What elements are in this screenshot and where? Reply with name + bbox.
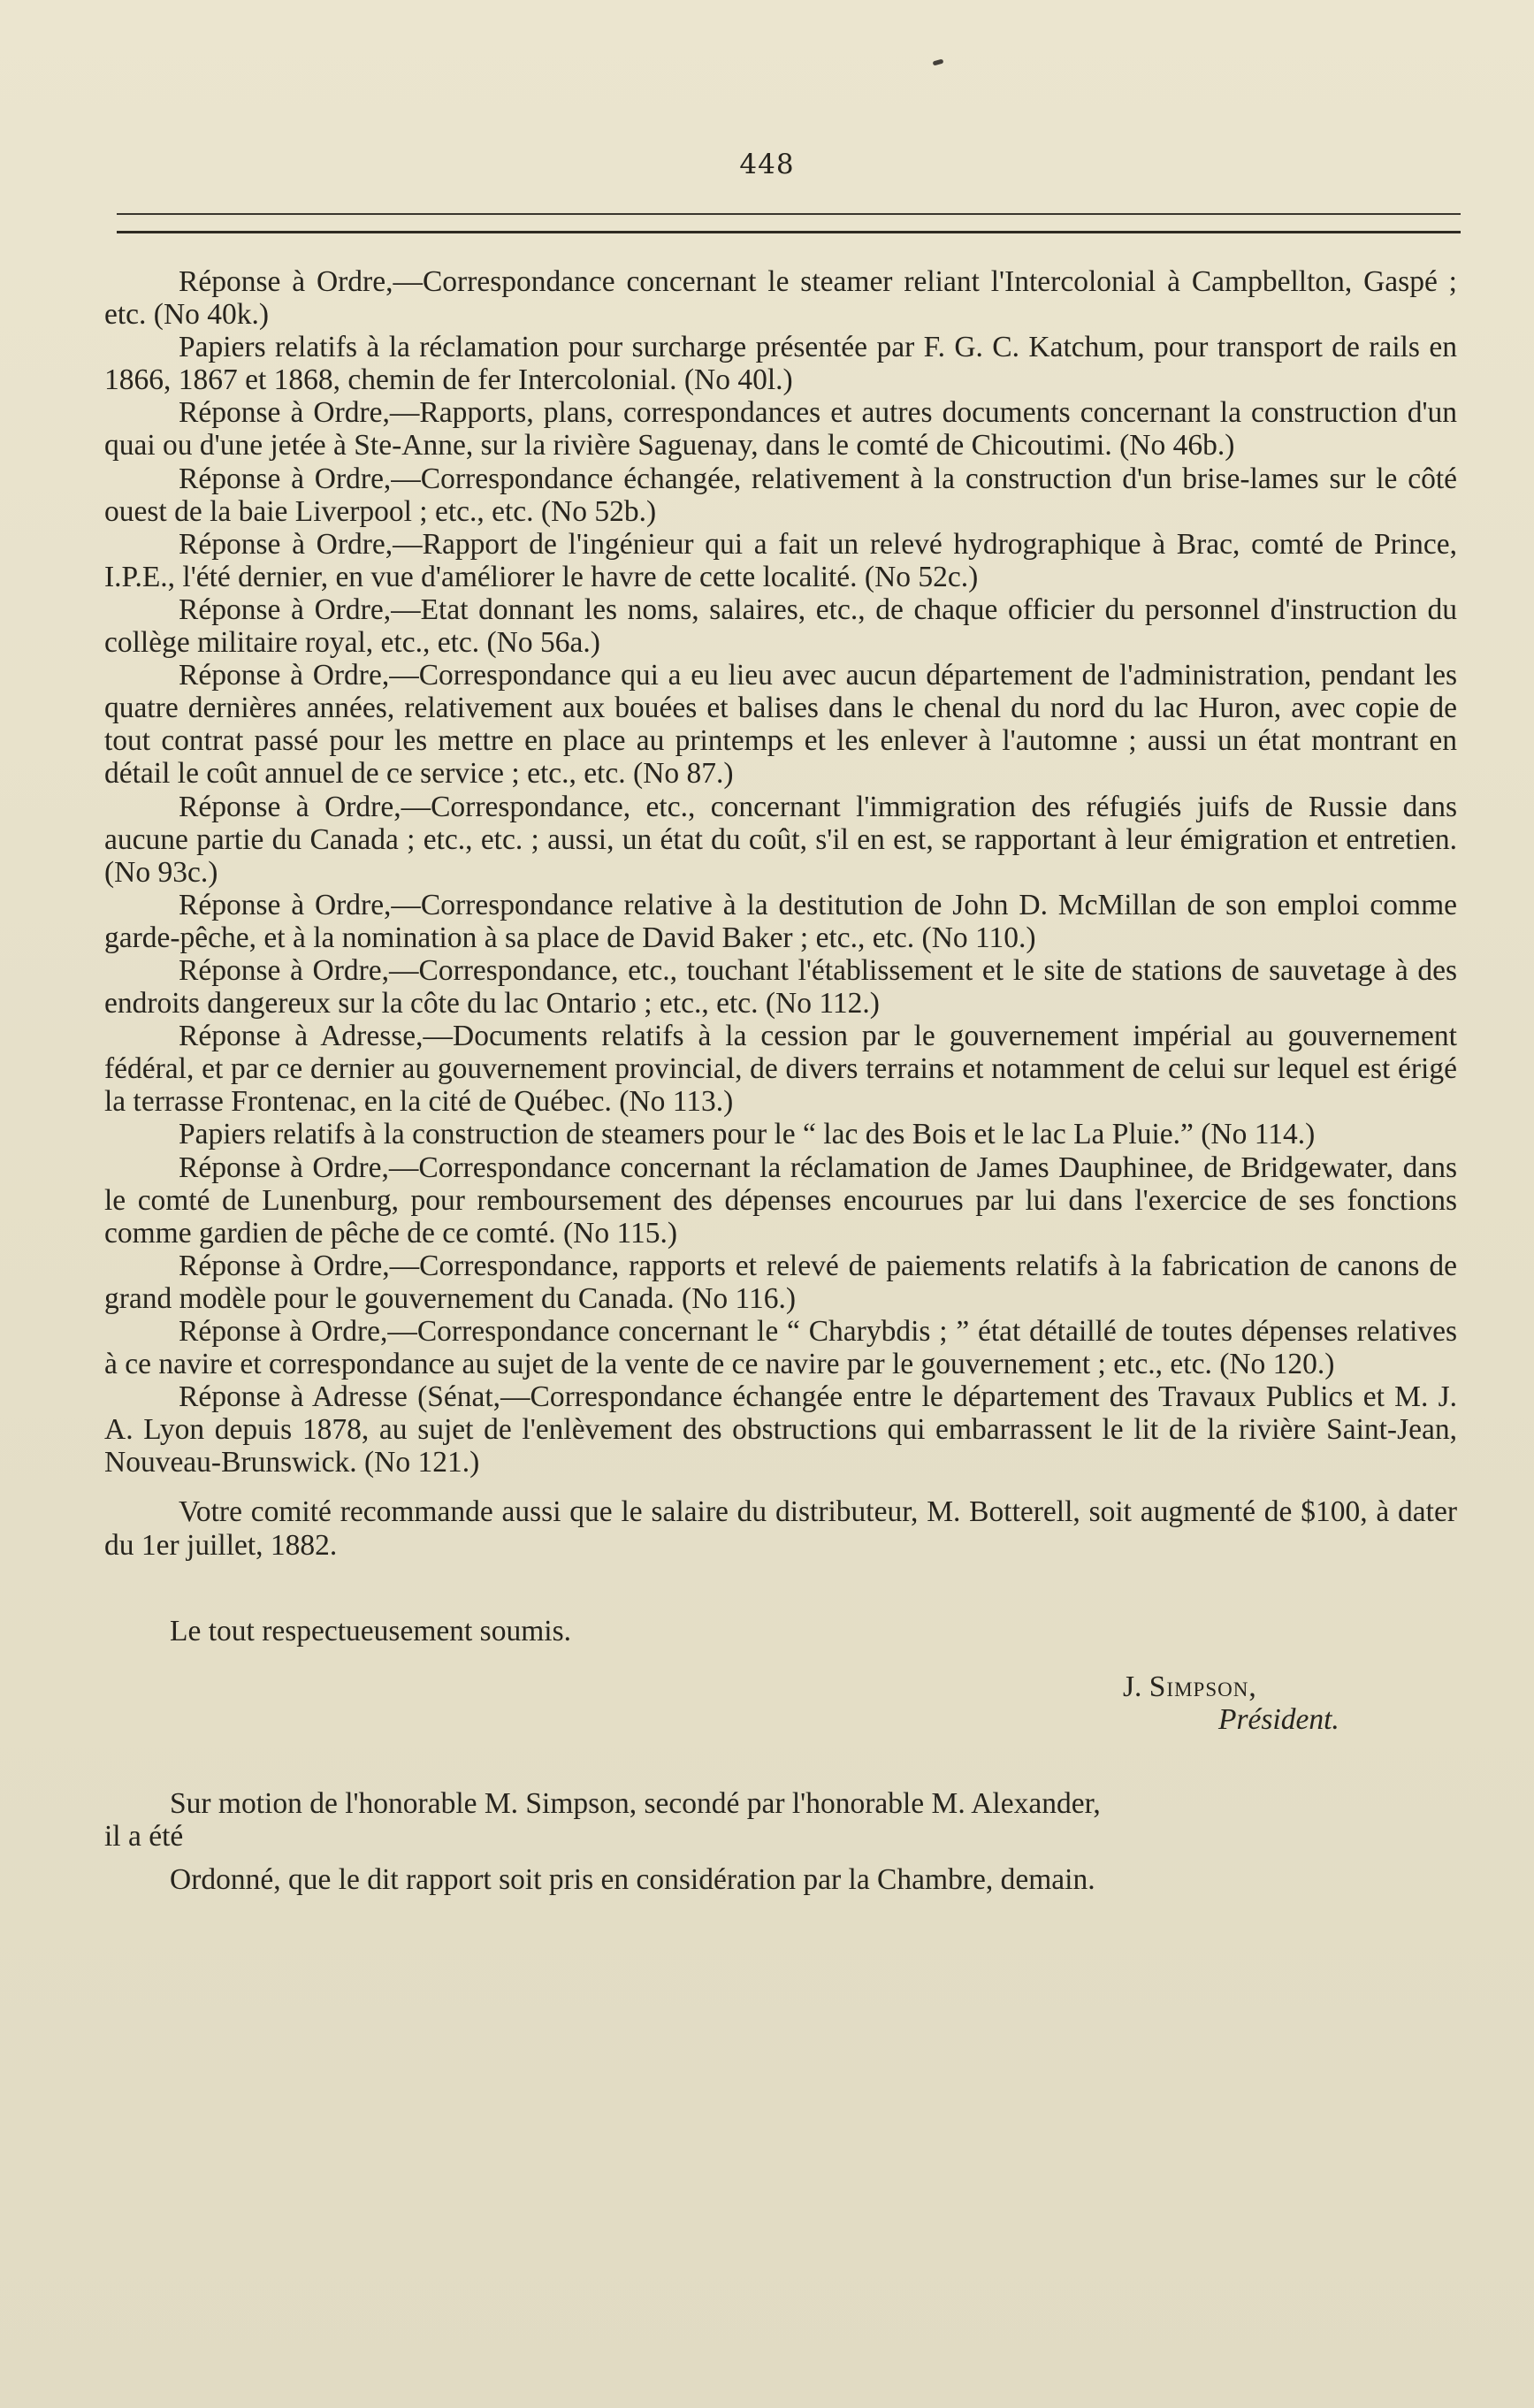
entry-paragraph: Réponse à Ordre,—Correspondance concernant le “ Charybdis ; ” état détaillé de toutes dépenses relatives à ce navire et correspondance au sujet de la vente de ce navire par le gouvernement ; etc., etc. (No 120.) bbox=[104, 1315, 1457, 1381]
entry-paragraph: Réponse à Ordre,—Correspondance relative à la destitution de John D. McMillan de son emploi comme garde-pêche, et à la nomination à sa place de David Baker ; etc., etc. (No 110.) bbox=[104, 888, 1457, 954]
entry-paragraph: Réponse à Ordre,—Correspondance échangée, relativement à la construction d'un brise-lames sur le côté ouest de la baie Liverpool ; etc., etc. (No 52b.) bbox=[104, 462, 1457, 528]
signatory-initial: J. bbox=[1123, 1670, 1149, 1703]
signatory-title: Président. bbox=[1218, 1702, 1339, 1736]
entry-paragraph: Réponse à Ordre,—Correspondance, etc., concernant l'immigration des réfugiés juifs de Russie dans aucune partie du Canada ; etc., etc. ; aussi, un état du coût, s'il en est, se rapportant à leur émigration et entretien. (No 93c.) bbox=[104, 790, 1457, 889]
header-rule-thick bbox=[117, 231, 1461, 233]
entry-paragraph: Réponse à Ordre,—Correspondance concernant le steamer reliant l'Intercolonial à Campbellton, Gaspé ; etc. (No 40k.) bbox=[104, 265, 1457, 332]
entry-paragraph: Réponse à Ordre,—Rapport de l'ingénieur qui a fait un relevé hydrographique à Brac, comté de Prince, I.P.E., l'été dernier, en vue d'améliorer le havre de cette localité. (No 52c.) bbox=[104, 527, 1457, 593]
order-line: Ordonné, que le dit rapport soit pris en considération par la Chambre, demain. bbox=[170, 1862, 1095, 1896]
entry-paragraph: Réponse à Ordre,—Correspondance, etc., touchant l'établissement et le site de stations de sauvetage à des endroits dangereux sur la côte du lac Ontario ; etc., etc. (No 112.) bbox=[104, 953, 1457, 1021]
entry-paragraph: Réponse à Ordre,—Correspondance concernant la réclamation de James Dauphinee, de Bridgewater, dans le comté de Lunenburg, pour remboursement des dépenses encourues par lui dans l'exercice de ses fonctions comme gardien de pêche de ce comté. (No 115.) bbox=[104, 1150, 1457, 1250]
entry-paragraph: Réponse à Ordre,—Correspondance, rapports et relevé de paiements relatifs à la fabrication de canons de grand modèle pour le gouvernement du Canada. (No 116.) bbox=[104, 1249, 1457, 1315]
closing-line: Le tout respectueusement soumis. bbox=[170, 1614, 572, 1647]
motion-line: Sur motion de l'honorable M. Simpson, secondé par l'honorable M. Alexander, bbox=[170, 1786, 1101, 1820]
motion-line-continued: il a été bbox=[104, 1819, 184, 1853]
page-number: 448 bbox=[739, 149, 795, 180]
entry-paragraph: Réponse à Ordre,—Rapports, plans, correspondances et autres documents concernant la construction d'un quai ou d'une jetée à Ste-Anne, sur la rivière Saguenay, dans le comté de Chicoutimi. (No 46b.) bbox=[104, 396, 1457, 462]
entry-paragraph: Réponse à Ordre,—Etat donnant les noms, salaires, etc., de chaque officier du personnel d'instruction du collège militaire royal, etc., etc. (No 56a.) bbox=[104, 592, 1457, 660]
ink-speck bbox=[933, 59, 944, 66]
header-rule-thin bbox=[117, 213, 1461, 215]
entry-paragraph: Réponse à Adresse (Sénat,—Correspondance échangée entre le département des Travaux Publics et M. J. A. Lyon depuis 1878, au sujet de l'enlèvement des obstructions qui embarrassent le lit de la rivière Saint-Jean, Nouveau-Brunswick. (No 121.) bbox=[104, 1380, 1457, 1479]
signatory-name bbox=[1123, 1670, 1457, 1703]
entry-paragraph: Réponse à Ordre,—Correspondance qui a eu lieu avec aucun département de l'administration, pendant les quatre dernières années, relativement aux bouées et balises dans le chenal du nord du lac Huron, avec copie de tout contrat passé pour les mettre en place au printemps et les enlever à l'automne ; aussi un état montrant en détail le coût annuel de ce service ; etc., etc. (No 87.) bbox=[104, 659, 1457, 791]
entry-paragraph: Papiers relatifs à la construction de steamers pour le “ lac des Bois et le lac La Pluie.” (No 114.) bbox=[179, 1118, 1316, 1151]
recommendation-paragraph: Votre comité recommande aussi que le salaire du distributeur, M. Botterell, soit augmenté de $100, à dater du 1er juillet, 1882. bbox=[104, 1495, 1457, 1562]
signature-block bbox=[104, 1670, 1457, 1736]
document-body bbox=[104, 265, 1457, 1896]
entry-paragraph: Papiers relatifs à la réclamation pour surcharge présentée par F. G. C. Katchum, pour transport de rails en 1866, 1867 et 1868, chemin de fer Intercolonial. (No 40l.) bbox=[104, 331, 1457, 397]
entry-paragraph: Réponse à Adresse,—Documents relatifs à la cession par le gouvernement impérial au gouvernement fédéral, et par ce dernier au gouvernement provincial, de divers terrains et notamment de celui sur lequel est érigé la terrasse Frontenac, en la cité de Québec. (No 113.) bbox=[104, 1020, 1457, 1119]
signatory-surname: Simpson, bbox=[1149, 1670, 1257, 1703]
motion-paragraph bbox=[104, 1787, 1457, 1853]
